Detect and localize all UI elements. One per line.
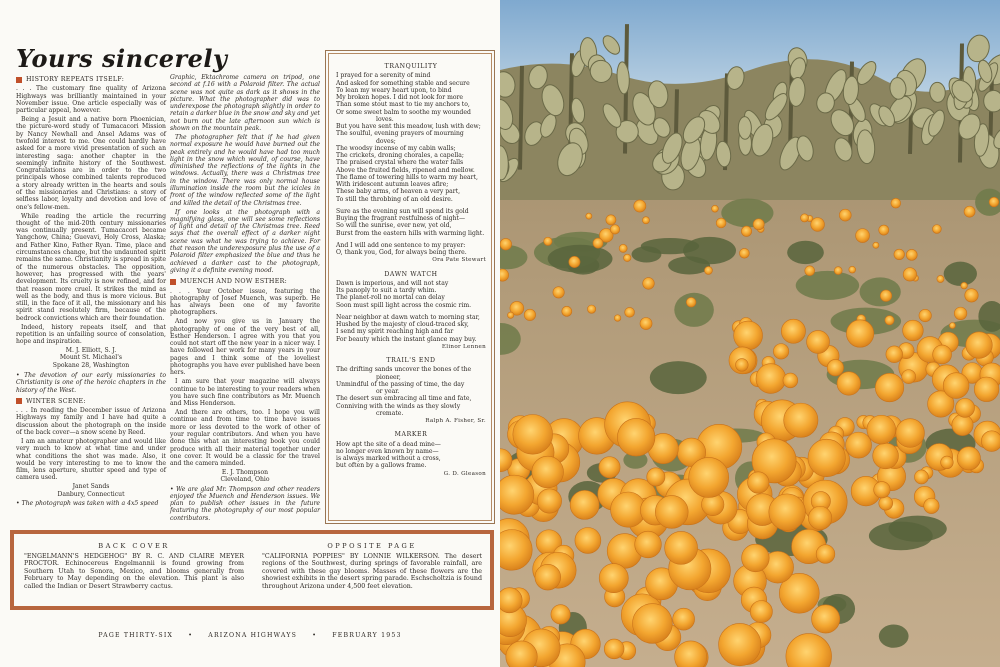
- poppy-flower: [880, 290, 892, 302]
- brush-clump: [796, 271, 859, 300]
- poem-line: My broken hopes. I did not look for more: [336, 94, 464, 101]
- poppy-flower: [924, 498, 939, 513]
- poppy-flower: [808, 439, 845, 476]
- poem-line: The flame of towering hills to warm my heart,: [336, 173, 478, 181]
- poppy-flower: [665, 531, 698, 564]
- poppy-flower: [716, 218, 726, 228]
- poppy-flower: [604, 639, 624, 659]
- back-cover-caption-text: "ENGELMANN'S HEDGEHOG" BY R. C. AND CLAIRE MEYER PROCTOR. Echinocereus Engelmannii is found growing from Southern Utah to Sonora, Mexico, and blooms generally from February to May depending on the elevation. This plant is also called the Indian or Desert Strawberry cactus.: [24, 552, 244, 590]
- poppy-flower: [932, 225, 941, 234]
- poppy-flower: [569, 256, 580, 267]
- poem-author: Ora Pate Stewart: [432, 257, 486, 264]
- poem-author: G. D. Gleason: [443, 470, 486, 477]
- poppy-flower: [719, 623, 761, 665]
- poppy-flower: [570, 490, 599, 519]
- poppy-flower: [686, 297, 696, 307]
- poppy-flower: [886, 346, 903, 363]
- poppy-flower: [873, 443, 899, 469]
- poem-line: And I will add one sentence to my prayer:: [336, 241, 466, 249]
- poppy-flower: [846, 320, 873, 347]
- letter-paragraph: And there are others, too. I hope you will continue and from time to time have issues more or less devoted to the work of other of your regular contributors. And when you have done this what an interesting book you could produce with all their material together under one cover. It would be a classic for the travel and the camera minded.: [170, 409, 320, 468]
- poem-title: DAWN WATCH: [384, 270, 438, 278]
- poem-title: TRANQUILITY: [384, 63, 438, 70]
- poppy-flower: [805, 266, 815, 276]
- poppy-flower: [617, 418, 655, 456]
- bullet-square-icon: [16, 77, 22, 83]
- brush-clump: [683, 237, 736, 264]
- footer-magazine: ARIZONA HIGHWAYS: [208, 632, 298, 639]
- brush-clump: [879, 625, 909, 648]
- letter-paragraph: . . . Your October issue, featuring the photography of Josef Muench, was superb. He has always been one of my favorite photographers.: [170, 287, 320, 317]
- letter-signature-line: Spokane 28, Washington: [52, 361, 130, 369]
- poppy-flower: [891, 198, 901, 208]
- poppy-flower: [974, 377, 999, 402]
- poppy-flower: [742, 544, 770, 572]
- poppy-flower: [614, 315, 621, 322]
- editor-note-continued: If one looks at the photograph with a magnifying glass, one will see some reflections of light and detail of the Christmas tree. Reed says that the overall effect of a darker night scene was what he was trying to achieve. For that reason the underexposure plus the use of a Polaroid filter emphasized the blue and thus he achieved a darker cast to the photograph, giving it a definite evening mood.: [170, 208, 320, 274]
- poppy-flower: [769, 494, 806, 531]
- poppy-flower: [827, 359, 843, 375]
- poppy-flower: [941, 456, 954, 469]
- poppy-flower: [781, 319, 805, 343]
- poppy-flower: [740, 248, 750, 258]
- poetry-box: [325, 50, 495, 524]
- poem-line: Unmindful of the passing of time, the day: [336, 380, 465, 388]
- poem-line: Conniving with the winds as they slowly: [336, 402, 461, 410]
- poppy-flower: [837, 372, 860, 395]
- poppy-flower: [943, 373, 969, 399]
- poem-line: no longer even known by name—: [336, 447, 439, 455]
- poem-line: Hushed by the majesty of cloud-traced sky,: [336, 321, 469, 328]
- brush-clump: [674, 293, 714, 327]
- poem-line: The drifting sands uncover the bones of the: [336, 366, 472, 374]
- poppy-flower: [635, 531, 662, 558]
- poppy-flower: [964, 206, 975, 217]
- letter-paragraph: Indeed, history repeats itself, and that repetition is an unfailing source of consolation, hope and inspiration.: [16, 323, 166, 346]
- bullet-dot-icon: •: [170, 485, 177, 493]
- letters-column-2: [170, 74, 320, 524]
- poem-line: I prayed for a serenity of mind: [336, 72, 431, 80]
- poem-line: The soulful, evening prayers of mourning: [336, 130, 464, 138]
- poppy-flower: [949, 323, 955, 329]
- poem-line: cremate.: [376, 409, 404, 417]
- poppy-flower: [587, 305, 595, 313]
- poem-author: Ralph A. Fisher, Sr.: [425, 418, 486, 424]
- poppy-flower: [902, 370, 916, 384]
- opposite-page-caption-title: OPPOSITE PAGE: [327, 542, 417, 550]
- brush-clump: [860, 277, 901, 306]
- poem-line: or year.: [376, 388, 400, 395]
- poppy-flower: [544, 237, 552, 245]
- footer-page-number: PAGE THIRTY-SIX: [98, 632, 174, 639]
- back-cover-caption-title: BACK COVER: [98, 542, 170, 550]
- poppy-flower: [937, 275, 944, 282]
- poem-line: Its panoply to suit a tardy whim.: [336, 287, 437, 294]
- poem-line: loves.: [376, 115, 394, 123]
- poppy-flower: [689, 457, 729, 497]
- footer-separator: •: [312, 632, 318, 639]
- poppy-flower: [524, 309, 535, 320]
- poppy-flower: [783, 373, 798, 388]
- letter-signature-line: Cleveland, Ohio: [220, 476, 270, 484]
- poppy-flower: [914, 470, 928, 484]
- poppy-flower: [954, 307, 967, 320]
- brush-clump: [548, 245, 613, 273]
- poppy-flower: [903, 268, 916, 281]
- poppy-flower: [750, 601, 772, 623]
- poppy-flower: [640, 317, 652, 329]
- letter-signature-name: E. J. Thompson: [221, 469, 269, 476]
- poem-line: These baby arms, of heaven a very part,: [336, 188, 461, 196]
- poem-line: Than some stout mast to tie my anchors to,: [336, 101, 470, 109]
- letter-paragraph: I am sure that your magazine will always continue to be interesting to your readers when you have such fine contributors as Mr. Muench and Miss Henderson.: [170, 378, 320, 408]
- footer-separator: •: [188, 632, 194, 639]
- poppy-flower: [981, 431, 1000, 452]
- poem-line: How apt the site of a dead mine—: [336, 440, 441, 448]
- poem-line: Dawn is imperious, and will not stay: [336, 279, 449, 287]
- opposite-page-photo: [500, 0, 1000, 667]
- letters-column-1: [16, 74, 166, 509]
- poppy-flower: [961, 282, 968, 289]
- brush-clump: [650, 361, 707, 394]
- poppy-flower: [773, 344, 788, 359]
- brush-clump: [869, 522, 933, 551]
- poppy-flower: [867, 415, 896, 444]
- poppy-flower: [903, 320, 924, 341]
- brush-clump: [632, 246, 662, 262]
- poem-line: doves;: [376, 137, 396, 145]
- poppy-flower: [879, 225, 889, 235]
- poppy-flower: [874, 482, 890, 498]
- poppy-flower: [513, 414, 553, 454]
- poppy-flower: [846, 432, 872, 458]
- poppy-flower: [957, 447, 980, 470]
- poppy-flower: [756, 364, 786, 394]
- poppy-flower: [673, 608, 695, 630]
- opposite-page-caption-text: "CALIFORNIA POPPIES" BY LONNIE WILKERSON. The desert regions of the Southwest, during springs of favorable rainfall, are covered with these gay blooms. Masses of these flowers are the showiest exhibits in the desert spring parade. Eschscholtzia is found throughout Arizona under 4,500 feet elevation.: [262, 552, 482, 590]
- poem-title: MARKER: [394, 431, 428, 439]
- poppy-flower: [906, 249, 917, 260]
- poem-line: To lean my weary heart upon, to bind: [336, 86, 452, 94]
- poppy-flower: [952, 414, 973, 435]
- poppy-flower: [748, 472, 769, 493]
- poem-line: The praised crystal where the water falls: [336, 159, 464, 167]
- editor-note: • We are glad Mr. Thompson and other readers enjoyed the Muench and Henderson issues. We plan to publish other issues in the future featuring the photography of our most popular contributors.: [170, 485, 320, 522]
- cover-captions-box: [10, 530, 494, 610]
- poppy-flower: [606, 215, 616, 225]
- poppy-flower: [599, 564, 628, 593]
- poem-line: Near neighbor at dawn watch to morning star,: [336, 313, 480, 321]
- editor-note: • The devotion of our early missionaries to Christianity is one of the heroic chapters in the history of the West.: [16, 371, 166, 394]
- poems-container: [336, 63, 486, 484]
- poem-line: With iridescent autumn leaves afire;: [336, 181, 449, 188]
- poem-line: Or some sweet balm to soothe my wounded: [336, 108, 471, 116]
- poppy-flower: [875, 373, 903, 401]
- poem-line: And asked for something stable and secure: [336, 79, 470, 87]
- poppy-flower: [849, 266, 856, 273]
- poppy-flower: [816, 545, 835, 564]
- poppy-flower: [624, 254, 631, 261]
- poppy-flower: [812, 605, 840, 633]
- poem-line: Burst from the eastern hills with warming light.: [336, 229, 485, 237]
- poppy-flower: [807, 330, 830, 353]
- poem-line: The desert sun embracing all time and fate,: [336, 395, 472, 403]
- poem-line: but often by a gallows frame.: [336, 462, 427, 470]
- letter-signature-name: Janet Sands: [72, 483, 110, 491]
- poppy-flower: [551, 605, 570, 624]
- back-cover-caption: [24, 543, 244, 591]
- poppy-flower: [894, 249, 905, 260]
- poem-line: To still the throbbing of an old desire.: [336, 195, 453, 203]
- poem-line: Soon must spill light across the cosmic rim.: [336, 301, 472, 309]
- poppy-flower: [839, 209, 851, 221]
- poem-line: The planet-roll no mortal can delay: [336, 294, 445, 302]
- brush-clump: [787, 241, 824, 264]
- poem-line: O, thank you, God, for always being there.: [336, 249, 467, 256]
- poppy-flower: [989, 197, 999, 207]
- poppy-flower: [873, 242, 879, 248]
- poem-line: pioneer,: [376, 373, 401, 381]
- poem-line: I send my spirit reaching high and far: [336, 328, 454, 336]
- poppy-flower: [734, 321, 763, 350]
- letter-signature-name: M. J. Elliott, S. J.: [65, 347, 117, 355]
- letter-paragraph: . . . In reading the December issue of Arizona Highways my family and I have had quite a discussion about the photograph on the inside of the back cover—a snow scene by Reed.: [16, 407, 166, 437]
- poppy-flower: [801, 214, 809, 222]
- poppy-flower: [642, 217, 649, 224]
- cholla-trunk: [520, 66, 522, 170]
- poem-line: For beauty which the instant glance may buy.: [336, 335, 477, 343]
- letter-paragraph: I am an amateur photographer and would like very much to know at what time and under what conditions the shot was made. Also, it would be very interesting to me to know the film, lens aperture, shutter speed and type of camera used.: [16, 437, 166, 482]
- letter-paragraph: . . . The customary fine quality of Arizona Highways was brilliantly maintained in your November issue. One article especially was of particular appeal, however.: [16, 85, 166, 115]
- poppy-flower: [712, 205, 719, 212]
- poppy-flower: [879, 496, 893, 510]
- poppy-flower: [704, 266, 712, 274]
- bullet-square-icon: [170, 279, 176, 285]
- letter-paragraph: And now you give us in January the photography of one of the very best of all, Esther Henderson. I agree with you that you could not start off the new year in a nicer way. I have followed her work for many years in your pages and I think some of the loveliest photographs you have ever published have been hers.: [170, 318, 320, 377]
- poppy-flower: [634, 200, 646, 212]
- letter-paragraph: While reading the article the recurring thought of the mid-20th century missionaries was continually present. Tumacacori became Yangchow, China; Guevavi, Holy Cross, Alaska; and Father Kino, Father Ryan. Time, place and circumstances change, but the undaunted spirit remains the same. Christianity is spread in spite of the numerous obstacles. The opposition, however, has progressed with the years' development. Its cruelty is now refined, and for that reason more cruel. It strikes the mind as well as the body, and thus is more vicious. But still, in the face of it all, the missionary and his spirit stand resolutely firm, because of the bedrock convictions which are their foundation.: [16, 212, 166, 322]
- poppy-flower: [537, 489, 561, 513]
- poppy-flower: [933, 345, 952, 364]
- poppy-flower: [647, 468, 665, 486]
- editor-note: • The photograph was taken with a 4x5 speed: [16, 499, 159, 507]
- poppy-flower: [633, 604, 673, 644]
- poppy-flower: [643, 278, 655, 290]
- letter-heading-winter: WINTER SCENE:: [26, 397, 86, 405]
- poppy-flower: [736, 359, 749, 372]
- poppy-flower: [562, 306, 572, 316]
- poppy-flower: [965, 289, 978, 302]
- page-footer: [0, 632, 500, 639]
- poppy-flower: [919, 309, 931, 321]
- poppy-flower: [885, 316, 894, 325]
- poppy-flower: [610, 225, 619, 234]
- bullet-dot-icon: •: [16, 371, 25, 379]
- poppy-flower: [966, 332, 992, 358]
- poppy-flower: [753, 219, 764, 230]
- poem-title: TRAIL'S END: [386, 357, 436, 364]
- brush-clump: [944, 262, 977, 286]
- poem-line: is always marked without a cross,: [336, 455, 441, 462]
- poppy-flower: [500, 588, 522, 613]
- bullet-square-icon: [16, 398, 22, 404]
- footer-date: FEBRUARY 1953: [332, 632, 402, 639]
- poem-line: So will the sunrise, ever new, yet old,: [336, 222, 452, 230]
- poppy-flower: [619, 244, 627, 252]
- letter-paragraph: Being a Jesuit and a native born Phoenician, the picture-word study of Tumacacori Mission by Nancy Newhall and Ansel Adams was of twofold interest to me. One could hardly have asked for a more vivid presentation of such an interesting saga: another chapter in the seemingly infinite history of the Southwest. Congratulations are in order to the two principals whose combined talents reproduced a story already written in the hearts and souls of the missionaries and Christians: a story of selfless labor, loyalty and devotion and love of one's fellow-men.: [16, 116, 166, 211]
- poem-line: The crickets, droning chorales, a capella;: [336, 152, 464, 159]
- letter-signature-line: Mount St. Michael's: [59, 354, 123, 362]
- brush-clump: [721, 198, 773, 227]
- poppy-flower: [896, 419, 925, 448]
- letter-signature-line: Danbury, Connecticut: [57, 490, 125, 498]
- poem-line: Above the fruited fields, ripened and mellow.: [336, 166, 475, 174]
- poppy-flower: [625, 307, 635, 317]
- letter-heading-muench: MUENCH AND NOW ESTHER:: [180, 278, 288, 286]
- poppy-flower: [575, 528, 601, 554]
- poppy-flower: [532, 456, 564, 488]
- california-poppies-photo: [500, 0, 1000, 667]
- poppy-flower: [741, 226, 751, 236]
- poem-line: But you have sent this meadow, lush with dew;: [336, 123, 481, 130]
- editor-note-continued: The photographer felt that if he had given normal exposure he would have burned out the peak entirely and he would have had too much light in the snow which would, of course, have diminished the reflections of the lights in the windows. Actually, there was a Christmas tree in the window. There was only normal house illumination inside the room but the icicles in front of the window reflected some of the light and killed the detail of the Christmas tree.: [170, 133, 320, 207]
- poppy-flower: [856, 229, 870, 243]
- opposite-page-caption: [262, 543, 482, 591]
- letter-heading-history: HISTORY REPEATS ITSELF:: [26, 76, 125, 83]
- poppy-flower: [535, 564, 561, 590]
- poppy-flower: [655, 496, 688, 529]
- poem-author: Elinor Lennen: [441, 343, 486, 350]
- cholla-segment: [738, 117, 751, 140]
- poppy-flower: [784, 403, 818, 437]
- poppy-flower: [599, 457, 620, 478]
- poem-line: The woodsy incense of my cabin walls;: [336, 144, 456, 152]
- poem-line: Buying the fragrant restfulness of night—: [336, 215, 466, 222]
- poppy-flower: [586, 213, 592, 219]
- poppy-flower: [500, 238, 512, 250]
- page-title: Yours sincerely: [16, 44, 228, 73]
- bullet-dot-icon: •: [16, 499, 22, 507]
- poppy-flower: [956, 398, 975, 417]
- poem-line: Sure as the evening sun will spend its gold: [336, 207, 469, 215]
- poppy-flower: [593, 238, 603, 248]
- editor-note-continued: Graphic, Ektachrome camera on tripod, one second at f.16 with a Polaroid filter. The actual scene was not quite as dark as it shows in the picture. What the photographer did was to underexpose the photograph slightly in order to retain a darker blue in the snow and sky and yet not burn out the late afternoon sun which is shown on the mountain peak.: [170, 74, 320, 133]
- poppy-flower: [811, 218, 825, 232]
- poppy-flower: [553, 287, 564, 298]
- poppy-flower: [834, 267, 842, 275]
- poppy-flower: [808, 506, 831, 529]
- poppy-flower: [507, 312, 513, 318]
